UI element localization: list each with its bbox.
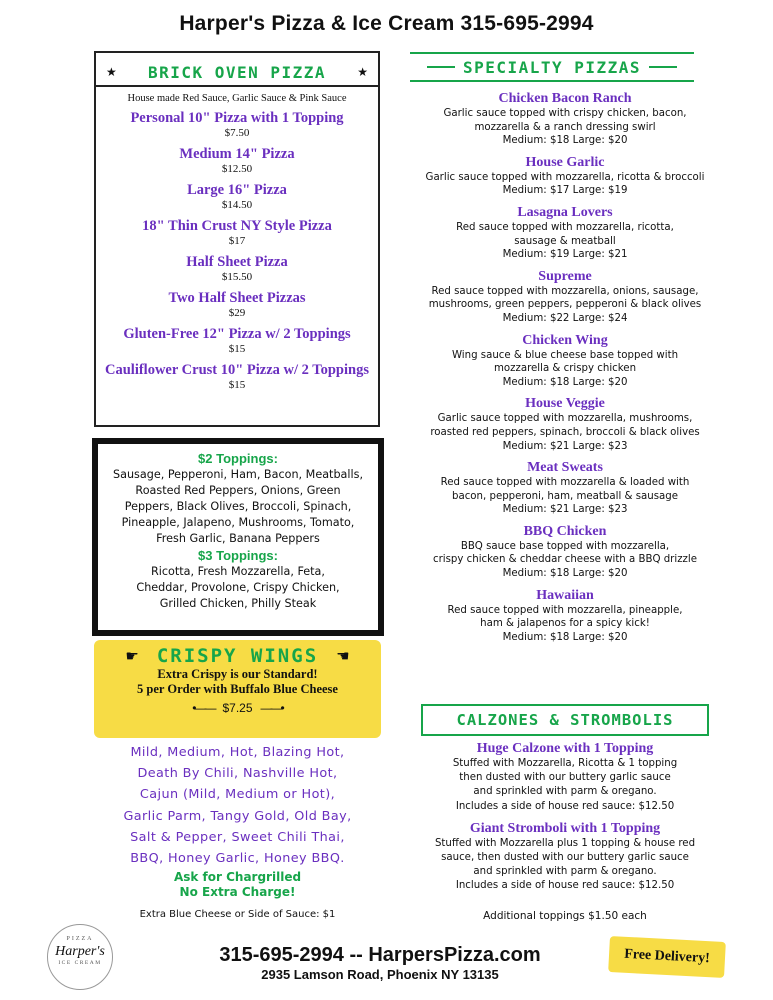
item-price: $15: [228, 379, 246, 391]
pointing-hand-left-icon: ☚: [336, 647, 350, 665]
item-desc: Red sauce topped with mozzarella, onions, sausage,: [431, 285, 699, 297]
item-desc: Red sauce topped with mozzarella & loaded with: [440, 477, 690, 489]
item-name: Gluten-Free 12" Pizza w/ 2 Toppings: [123, 326, 351, 342]
specialty-list: [398, 90, 732, 650]
harpers-logo: [47, 924, 113, 990]
arrow-left-icon: •——: [192, 701, 215, 715]
page-title: Harper's Pizza & Ice Cream 315-695-2994: [179, 12, 594, 35]
item-desc: Stuffed with Mozzarella plus 1 topping & house red: [434, 837, 696, 849]
toppings-line: Pineapple, Jalapeno, Mushrooms, Tomato,: [121, 516, 355, 529]
item-desc: mozzarella & a ranch dressing swirl: [474, 121, 656, 133]
item-name: Chicken Wing: [522, 332, 608, 348]
item-desc: BBQ sauce base topped with mozzarella,: [460, 540, 670, 552]
star-icon: ★: [357, 65, 368, 79]
menu-item: [96, 110, 378, 140]
calzone-item: [398, 740, 732, 814]
toppings-line: Roasted Red Peppers, Onions, Green: [135, 484, 341, 497]
item-desc: Red sauce topped with mozzarella, pineapple,: [447, 604, 683, 616]
calzones-list: [398, 740, 732, 900]
item-price: $7.50: [224, 127, 250, 139]
flavor-line: BBQ, Honey Garlic, Honey BBQ.: [130, 851, 345, 867]
item-name: Supreme: [538, 268, 592, 284]
item-desc: Stuffed with Mozzarella, Ricotta & 1 topping: [452, 758, 678, 769]
menu-item: [96, 254, 378, 284]
wings-standard-text: Extra Crispy is our Standard!: [157, 667, 318, 681]
brick-oven-title: BRICK OVEN PIZZA: [147, 62, 327, 82]
wings-price: $7.25: [222, 701, 253, 715]
item-name: BBQ Chicken: [523, 523, 607, 539]
item-name: Half Sheet Pizza: [186, 254, 288, 270]
menu-item: [96, 182, 378, 212]
stromboli-item: [398, 820, 732, 894]
item-name: Meat Sweats: [527, 460, 603, 476]
item-price: Medium: $18 Large: $20: [502, 568, 628, 580]
specialty-item: [398, 268, 732, 326]
item-price: Medium: $17 Large: $19: [502, 185, 628, 197]
toppings-line: Fresh Garlic, Banana Peppers: [156, 532, 320, 545]
item-price: $12.50: [221, 163, 253, 175]
wings-title-row: [94, 640, 381, 667]
item-desc: then dusted with our buttery garlic sauce: [459, 772, 671, 784]
item-desc: crispy chicken & cheddar cheese with a BBQ drizzle: [432, 554, 697, 566]
specialty-item: [398, 154, 732, 198]
chargrilled-note: [94, 870, 381, 900]
toppings-line: Peppers, Black Olives, Broccoli, Spinach,: [124, 500, 352, 513]
item-price: $17: [228, 235, 246, 247]
toppings-line: Sausage, Pepperoni, Ham, Bacon, Meatballs,: [113, 468, 363, 481]
item-desc: ham & jalapenos for a spicy kick!: [480, 618, 650, 630]
item-name: House Garlic: [525, 154, 605, 170]
specialty-item: [398, 587, 732, 645]
item-name: Large 16" Pizza: [187, 182, 287, 198]
flavor-line: Death By Chili, Nashville Hot,: [137, 766, 338, 782]
two-dollar-toppings-heading: $2 Toppings:: [198, 451, 278, 466]
item-desc: Garlic sauce topped with crispy chicken, bacon,: [443, 108, 687, 119]
item-price: $29: [228, 307, 246, 319]
footer-contact: 315-695-2994 -- HarpersPizza.com: [219, 944, 541, 966]
toppings-box: [92, 438, 384, 636]
item-name: Huge Calzone with 1 Topping: [476, 741, 654, 756]
item-name: Personal 10" Pizza with 1 Topping: [130, 110, 344, 126]
item-name: Hawaiian: [536, 587, 594, 603]
star-icon: ★: [106, 65, 117, 79]
footer-address: 2935 Lamson Road, Phoenix NY 13135: [261, 967, 499, 982]
item-desc: and sprinkled with parm & oregano.: [473, 786, 657, 798]
specialty-header: [410, 52, 694, 82]
item-desc: sausage & meatball: [514, 235, 616, 247]
specialty-item: [398, 459, 732, 517]
item-desc: Wing sauce & blue cheese base topped with: [451, 349, 679, 361]
pointing-hand-right-icon: ☛: [125, 647, 139, 665]
free-delivery-badge: Free Delivery!: [608, 936, 726, 978]
brick-oven-subtitle: House made Red Sauce, Garlic Sauce & Pink Sauce: [127, 93, 347, 104]
specialty-item: [398, 90, 732, 148]
flavor-line: Cajun (Mild, Medium or Hot),: [139, 787, 336, 803]
item-name: Two Half Sheet Pizzas: [168, 290, 306, 306]
item-desc: roasted red peppers, spinach, broccoli & black olives: [430, 426, 700, 438]
item-price: $15: [228, 343, 246, 355]
item-desc: Garlic sauce topped with mozzarella, ricotta & broccoli: [425, 171, 705, 183]
chargrilled-line: Ask for Chargrilled: [173, 870, 302, 884]
specialty-item: [398, 204, 732, 262]
item-price: Medium: $18 Large: $20: [502, 376, 628, 388]
additional-toppings-note: Additional toppings $1.50 each: [483, 910, 647, 922]
brick-oven-header: [96, 53, 378, 87]
specialty-item: [398, 395, 732, 453]
divider: [427, 66, 455, 68]
menu-item: [96, 326, 378, 356]
logo-top-text: PIZZA: [66, 936, 94, 942]
menu-item: [96, 218, 378, 248]
item-name: Giant Stromboli with 1 Topping: [469, 820, 661, 836]
brick-oven-section: [94, 51, 380, 427]
flavor-line: Garlic Parm, Tangy Gold, Old Bay,: [123, 808, 352, 824]
chargrilled-line: No Extra Charge!: [179, 885, 296, 899]
menu-item: [96, 362, 378, 392]
calzones-title: CALZONES & STROMBOLIS: [456, 711, 674, 729]
menu-item: [96, 146, 378, 176]
specialty-title: SPECIALTY PIZZAS: [462, 57, 642, 77]
item-desc: bacon, pepperoni, ham, meatball & sausage: [452, 490, 678, 502]
toppings-line: Grilled Chicken, Philly Steak: [159, 597, 317, 610]
specialty-item: [398, 332, 732, 390]
item-desc: sauce, then dusted with our buttery garlic sauce: [441, 852, 689, 864]
item-price: $15.50: [221, 271, 253, 283]
item-price: Medium: $18 Large: $20: [502, 631, 628, 643]
item-name: Medium 14" Pizza: [179, 146, 295, 162]
item-price: Medium: $22 Large: $24: [502, 312, 628, 324]
flavor-line: Mild, Medium, Hot, Blazing Hot,: [130, 745, 345, 760]
item-name: House Veggie: [525, 396, 605, 412]
crispy-wings-banner: [94, 640, 381, 738]
item-desc: Garlic sauce topped with mozzarella, mushrooms,: [437, 413, 693, 425]
item-desc: mushrooms, green peppers, pepperoni & black olives: [428, 299, 702, 311]
item-name: 18" Thin Crust NY Style Pizza: [142, 218, 332, 234]
specialty-item: [398, 523, 732, 581]
item-price: Includes a side of house red sauce: $12.50: [455, 800, 675, 812]
item-desc: and sprinkled with parm & oregano.: [473, 866, 657, 878]
extra-sauce-note: Extra Blue Cheese or Side of Sauce: $1: [139, 909, 336, 920]
item-desc: mozzarella & crispy chicken: [493, 363, 637, 375]
item-name: Cauliflower Crust 10" Pizza w/ 2 Toppings: [105, 362, 369, 378]
three-dollar-toppings-heading: $3 Toppings:: [198, 548, 278, 563]
item-price: Includes a side of house red sauce: $12.50: [455, 880, 675, 892]
calzones-header: [421, 704, 709, 736]
item-price: $14.50: [221, 199, 253, 211]
item-desc: Red sauce topped with mozzarella, ricotta,: [456, 221, 674, 233]
wings-order-text: 5 per Order with Buffalo Blue Cheese: [137, 682, 338, 696]
wing-flavors-list: [94, 742, 381, 869]
item-name: Lasagna Lovers: [517, 204, 613, 220]
toppings-line: Cheddar, Provolone, Crispy Chicken,: [136, 581, 340, 594]
item-price: Medium: $21 Large: $23: [502, 504, 628, 516]
logo-bottom-text: ICE CREAM: [58, 960, 102, 966]
flavor-line: Salt & Pepper, Sweet Chili Thai,: [130, 829, 345, 845]
item-price: Medium: $19 Large: $21: [502, 249, 628, 261]
toppings-line: Ricotta, Fresh Mozzarella, Feta,: [151, 565, 325, 578]
wings-price-row: [94, 701, 381, 715]
divider: [649, 66, 677, 68]
menu-item: [96, 290, 378, 320]
item-price: Medium: $21 Large: $23: [502, 440, 628, 452]
item-price: Medium: $18 Large: $20: [502, 135, 628, 147]
arrow-right-icon: ——•: [260, 701, 283, 715]
logo-name: Harper's: [55, 944, 105, 959]
item-name: Chicken Bacon Ranch: [498, 91, 632, 106]
wings-title: CRISPY WINGS: [156, 645, 319, 667]
